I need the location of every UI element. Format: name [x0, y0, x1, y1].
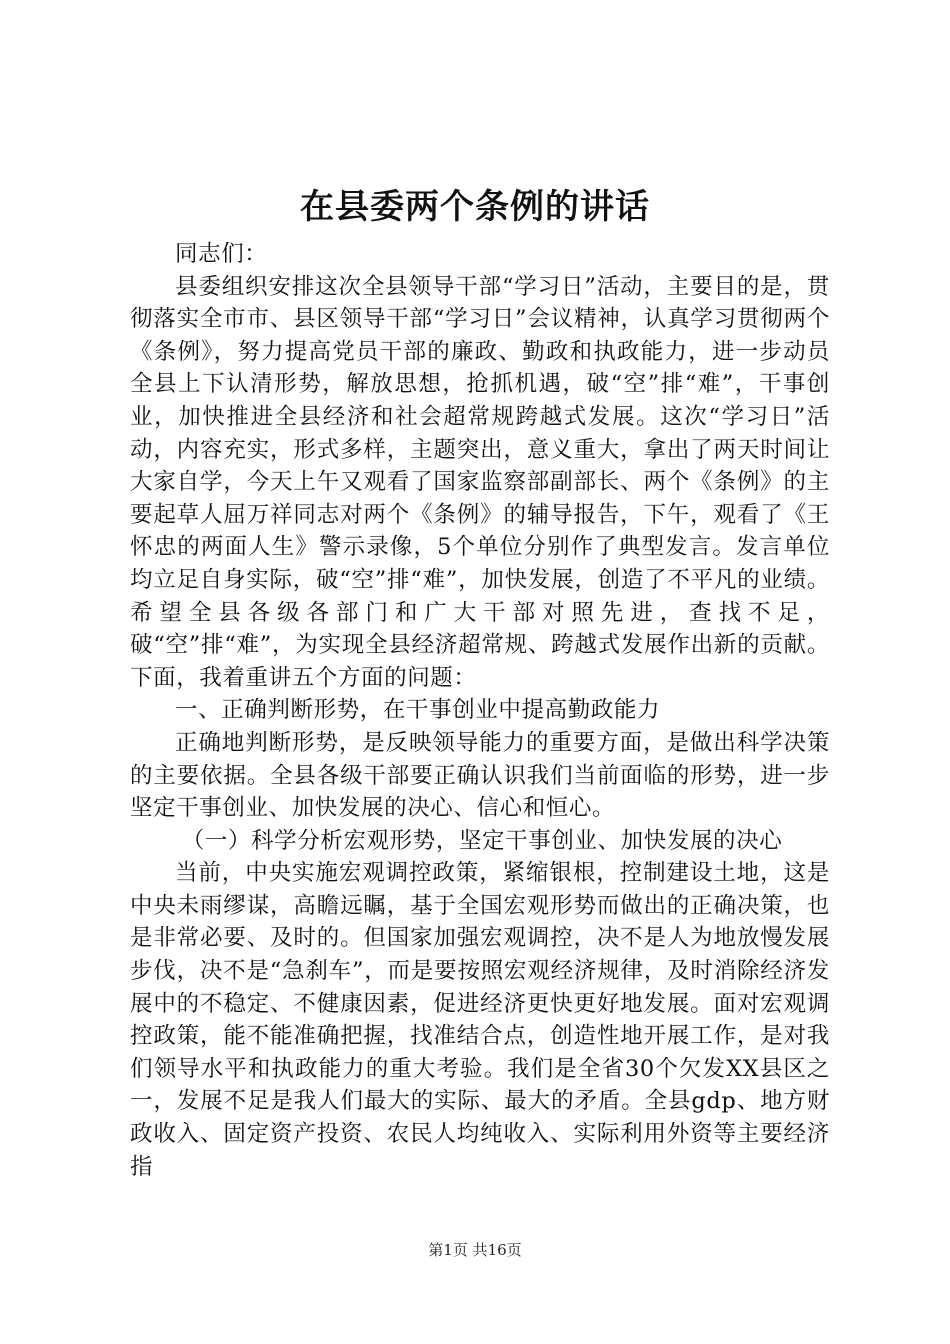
salutation-paragraph: 同志们： — [175, 241, 268, 267]
page-footer: 第1页 共16页 — [428, 1241, 522, 1259]
section-heading: 一、正确判断形势，在干事创业中提高勤政能力 — [175, 697, 661, 724]
intro-paragraph: 县委组织安排这次全县领导干部“学习日”活动，主要目的是，贯彻落实全市市、县区领导干部“学习日”会议精神，认真学习贯彻两个《条例》，努力提高党员干部的廉政、勤政和执政能力，进一步动员全县上下认清形势，解放思想，抢抓机遇，破“空”排“难”，干事创业，加快推进全县经济和社会超常规跨越式发展。这次“学习日”活动，内容充实，形式多样，主题突出，意义重大，拿出了两天时间让大家自学，今天上午又观看了国家监察部副部长、两个《条例》的主要起草人屈万祥同志对两个《条例》的辅导报告，下午，观看了《王怀忠的两面人生》警示录像，5个单位分别作了典型发言。发言单位均立足自身实际，破“空”排“难”，加快发展，创造了不平凡的业绩。希望全县各级各部门和广大干部对照先进，查找不足，破“空”排“难”，为实现全县经济超常规、跨越式发展作出新的贡献。下面，我着重讲五个方面的问题： — [130, 273, 830, 691]
body-paragraph: 正确地判断形势，是反映领导能力的重要方面，是做出科学决策的主要依据。全县各级干部要正确认识我们当前面临的形势，进一步坚定干事创业、加快发展的决心、信心和恒心。 — [130, 729, 830, 822]
subsection-heading: （一）科学分析宏观形势，坚定干事创业、加快发展的决心 — [181, 827, 783, 854]
body-paragraph: 当前，中央实施宏观调控政策，紧缩银根，控制建设土地，这是中央未雨缪谋，高瞻远瞩，基于全国宏观形势而做出的正确决策，也是非常必要、及时的。但国家加强宏观调控，决不是人为地放慢发展步伐，决不是“急刹车”，而是要按照宏观经济规律，及时消除经济发展中的不稳定、不健康因素，促进经济更快更好地发展。面对宏观调控政策，能不能准确把握，找准结合点，创造性地开展工作，是对我们领导水平和执政能力的重大考验。我们是全省30个欠发XX县区之一，发展不足是我人们最大的实际、最大的矛盾。全县gdp、地方财政收入、固定资产投资、农民人均纯收入、实际利用外资等主要经济指 — [130, 860, 830, 1180]
document-body — [130, 238, 830, 1183]
document-title: 在县委两个条例的讲话 — [300, 187, 650, 227]
